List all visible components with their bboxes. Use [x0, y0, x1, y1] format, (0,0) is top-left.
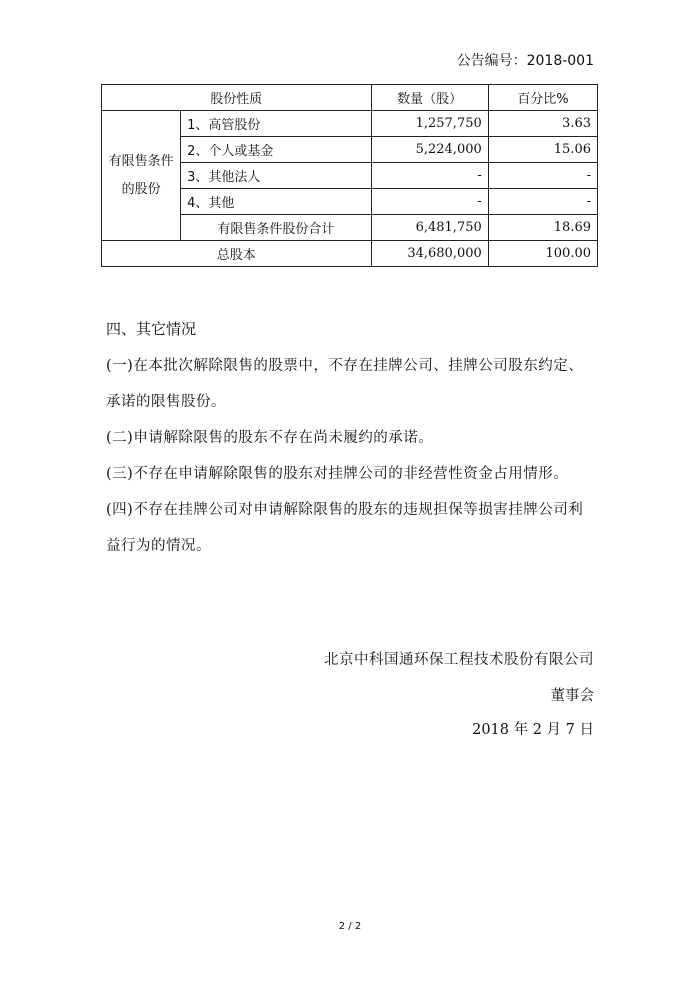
subtotal-label: 有限售条件股份合计 [181, 215, 371, 241]
row-percent: - [488, 163, 597, 189]
paragraph: (一)在本批次解除限售的股票中，不存在挂牌公司、挂牌公司股东约定、承诺的限售股份。 [106, 358, 584, 410]
total-label: 总股本 [102, 241, 372, 267]
paragraph: (四)不存在挂牌公司对申请解除限售的股东的违规担保等损害挂牌公司利益行为的情况。 [106, 502, 584, 554]
announcement-number: 公告编号：2018-001 [456, 53, 594, 69]
share-structure-table [101, 84, 598, 267]
row-percent: 3.63 [488, 111, 597, 137]
total-quantity: 34,680,000 [371, 241, 488, 267]
paragraph: (三)不存在申请解除限售的股东对挂牌公司的非经营性资金占用情形。 [106, 466, 569, 482]
row-quantity: 5,224,000 [371, 137, 488, 163]
signature-date: 2018 年 2 月 7 日 [472, 722, 594, 738]
header-share-nature: 股份性质 [102, 85, 372, 111]
row-type: 1、高管股份 [181, 111, 371, 137]
page-number: 2 / 2 [338, 921, 362, 932]
row-quantity: 1,257,750 [371, 111, 488, 137]
table-header-row [102, 85, 598, 111]
total-percent: 100.00 [488, 241, 597, 267]
section-title: 四、其它情况 [106, 320, 197, 338]
row-percent: 15.06 [488, 137, 597, 163]
signature-company: 北京中科国通环保工程技术股份有限公司 [324, 652, 594, 668]
row-type: 2、个人或基金 [181, 137, 371, 163]
row-quantity: - [371, 189, 488, 215]
subtotal-quantity: 6,481,750 [371, 215, 488, 241]
restricted-shares-group-label: 有限售条件的股份 [102, 111, 181, 241]
subtotal-percent: 18.69 [488, 215, 597, 241]
paragraph: (二)申请解除限售的股东不存在尚未履约的承诺。 [106, 430, 434, 446]
row-percent: - [488, 189, 597, 215]
signature-board: 董事会 [550, 688, 594, 704]
table-row [102, 111, 598, 137]
table-row-total [102, 241, 598, 267]
header-quantity: 数量（股） [371, 85, 488, 111]
row-quantity: - [371, 163, 488, 189]
row-type: 3、其他法人 [181, 163, 371, 189]
row-type: 4、其他 [181, 189, 371, 215]
header-percent: 百分比% [488, 85, 597, 111]
section-body [106, 348, 596, 564]
